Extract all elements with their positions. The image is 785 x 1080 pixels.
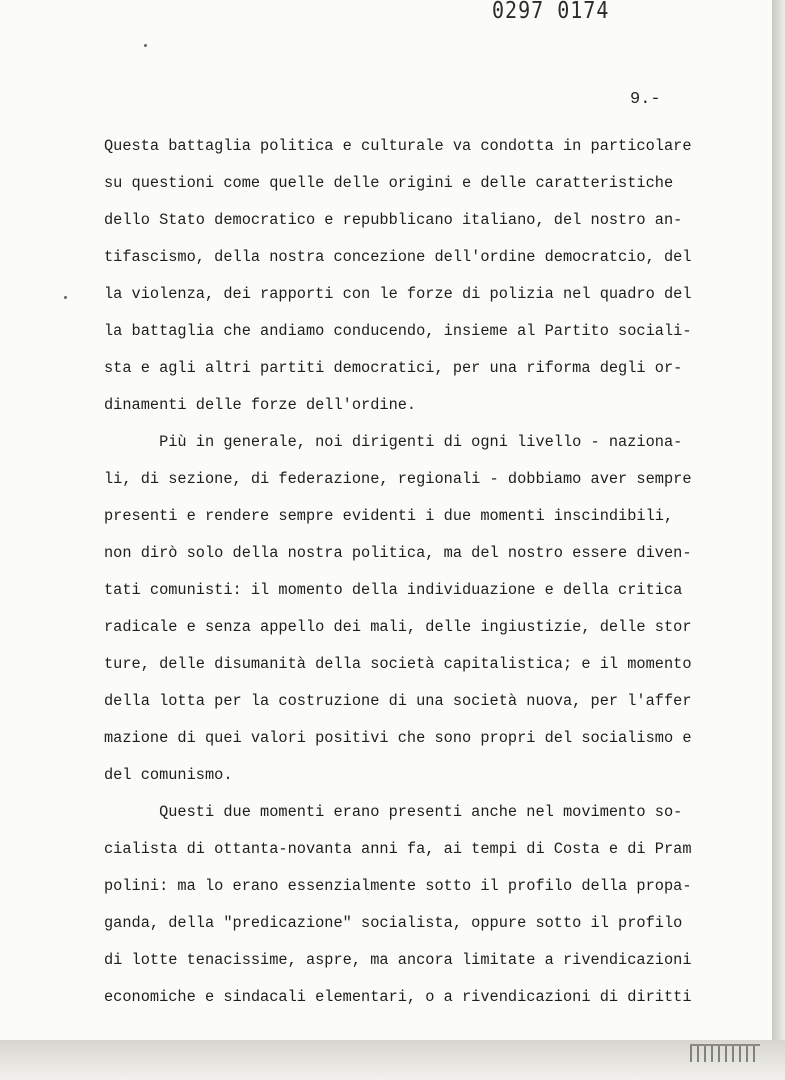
text-line: Questi due momenti erano presenti anche nel movimento so- — [104, 803, 683, 821]
text-line: sta e agli altri partiti democratici, per una riforma degli or- — [104, 359, 683, 377]
scan-perforation-marks — [690, 1044, 760, 1062]
text-line: del comunismo. — [104, 766, 233, 784]
text-line: cialista di ottanta-novanta anni fa, ai tempi di Costa e di Pram — [104, 840, 692, 858]
text-line: ganda, della "predicazione" socialista, oppure sotto il profilo — [104, 914, 683, 932]
text-line: non dirò solo della nostra politica, ma del nostro essere diven- — [104, 544, 692, 562]
text-line: radicale e senza appello dei mali, delle ingiustizie, delle stor — [104, 618, 692, 636]
scan-bottom-edge — [0, 1040, 785, 1080]
text-line: polini: ma lo erano essenzialmente sotto il profilo della propa- — [104, 877, 692, 895]
text-line: la violenza, dei rapporti con le forze di polizia nel quadro del — [104, 285, 692, 303]
text-line: Più in generale, noi dirigenti di ogni livello - naziona- — [104, 433, 683, 451]
scan-speck — [144, 44, 147, 47]
text-line: dinamenti delle forze dell'ordine. — [104, 396, 417, 414]
text-line: tati comunisti: il momento della individuazione e della critica — [104, 581, 683, 599]
text-line: di lotte tenacissime, aspre, ma ancora limitate a rivendicazioni — [104, 951, 692, 969]
text-line: su questioni come quelle delle origini e delle caratteristiche — [104, 174, 674, 192]
text-line: presenti e rendere sempre evidenti i due momenti inscindibili, — [104, 507, 674, 525]
text-line: ture, delle disumanità della società capitalistica; e il momento — [104, 655, 692, 673]
scan-right-edge — [772, 0, 785, 1080]
text-line: della lotta per la costruzione di una società nuova, per l'affer — [104, 692, 692, 710]
page-number: 9.- — [630, 90, 661, 109]
text-line: mazione di quei valori positivi che sono propri del socialismo e — [104, 729, 692, 747]
text-line: li, di sezione, di federazione, regionali - dobbiamo aver sempre — [104, 470, 692, 488]
document-body — [104, 128, 744, 1016]
text-line: tifascismo, della nostra concezione dell'ordine democratcio, del — [104, 248, 692, 266]
scan-speck — [64, 296, 67, 299]
text-line: la battaglia che andiamo conducendo, insieme al Partito sociali- — [104, 322, 692, 340]
archive-number: 0297 0174 — [492, 0, 610, 24]
text-line: economiche e sindacali elementari, o a rivendicazioni di diritti — [104, 988, 692, 1006]
text-line: Questa battaglia politica e culturale va condotta in particolare — [104, 137, 692, 155]
text-line: dello Stato democratico e repubblicano italiano, del nostro an- — [104, 211, 683, 229]
